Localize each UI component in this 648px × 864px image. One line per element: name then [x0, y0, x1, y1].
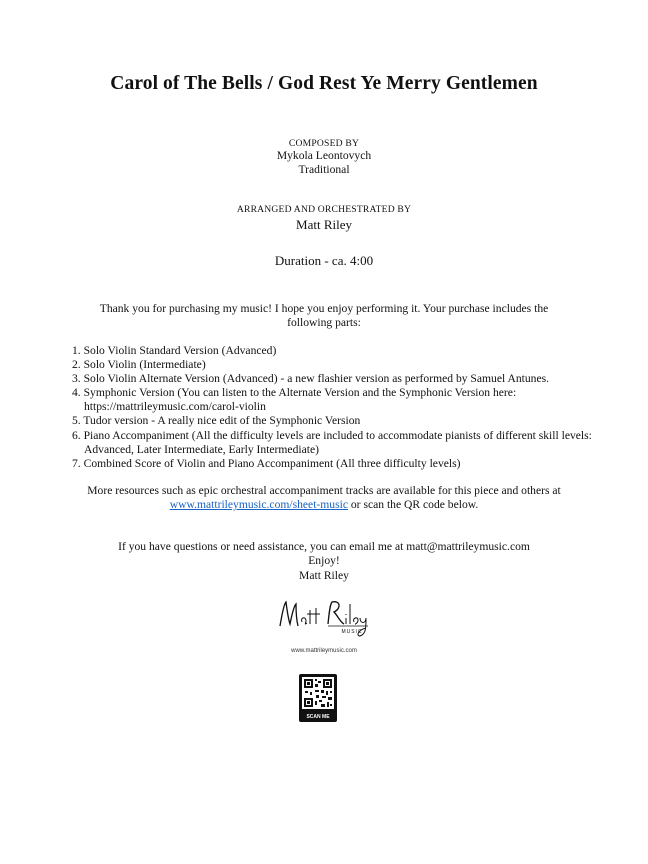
list-item: 6. Piano Accompaniment (All the difficulty levels are included to accommodate pianists of different skill levels: Advanced, Later Intermediate, Early Intermediate) — [72, 428, 592, 456]
contact-text — [0, 540, 648, 583]
contact-line: If you have questions or need assistance, you can email me at matt@mattrileymusic.com — [118, 540, 530, 553]
page-title: Carol of The Bells / God Rest Ye Merry Gentlemen — [110, 73, 538, 94]
list-item: 2. Solo Violin (Intermediate) — [72, 358, 206, 372]
composer-name: Mykola Leontovych — [276, 149, 372, 162]
small-website-text: www.mattrileymusic.com — [291, 648, 357, 654]
composed-by-label: COMPOSED BY — [288, 138, 360, 149]
resources-text — [0, 484, 648, 513]
list-item: 3. Solo Violin Alternate Version (Advanced) - a new flashier version as performed by Samuel Antunes. — [72, 372, 550, 386]
matt-riley-signature-logo — [274, 596, 374, 640]
resources-suffix: or scan the QR code below. — [347, 498, 479, 512]
qr-code-icon[interactable] — [299, 674, 337, 722]
list-item: 4. Symphonic Version (You can listen to the Alternate Version and the Symphonic Version here: https://mattrileymusic.com/carol-violin — [72, 386, 517, 414]
duration: Duration - ca. 4:00 — [274, 253, 374, 268]
logo-music-text: MUSIC — [341, 629, 363, 635]
enjoy-line: Enjoy! — [308, 554, 340, 568]
list-item: 1. Solo Violin Standard Version (Advanced) — [72, 344, 277, 357]
sheet-music-link[interactable]: www.mattrileymusic.com/sheet-music — [169, 498, 348, 512]
intro-line: Thank you for purchasing my music! I hope you enjoy performing it. Your purchase includes the — [99, 302, 549, 315]
intro-text — [0, 302, 648, 331]
qr-label: SCAN ME — [306, 714, 330, 720]
composer-name: Traditional — [298, 163, 350, 176]
intro-line: following parts: — [287, 316, 361, 330]
arranged-by-label: ARRANGED AND ORCHESTRATED BY — [236, 204, 412, 215]
list-item: 7. Combined Score of Violin and Piano Accompaniment (All three difficulty levels) — [72, 456, 461, 470]
resources-line: More resources such as epic orchestral accompaniment tracks are available for this piece and others at — [87, 484, 561, 497]
parts-list — [72, 344, 592, 471]
resources-line — [0, 498, 648, 512]
list-item: 5. Tudor version - A really nice edit of the Symphonic Version — [72, 414, 361, 428]
signoff-name: Matt Riley — [299, 568, 349, 582]
arranger-name: Matt Riley — [296, 217, 352, 232]
